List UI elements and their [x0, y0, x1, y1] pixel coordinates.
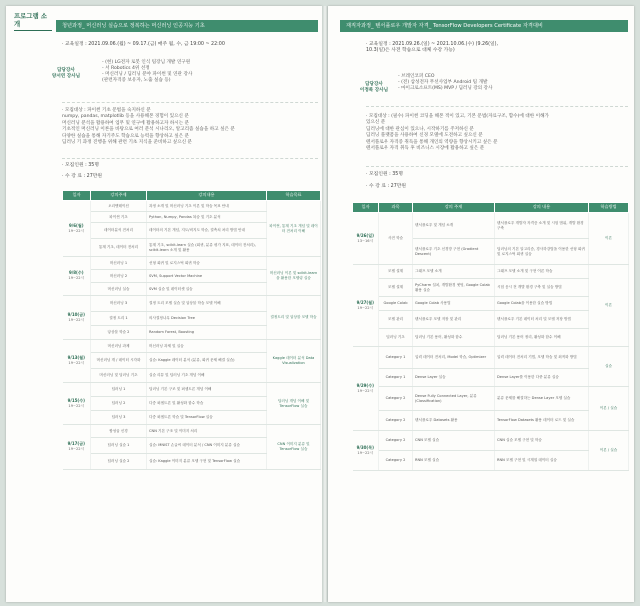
table-cell: SVM, Support Vector Machine — [147, 270, 267, 283]
divider — [366, 106, 628, 107]
method-cell: 이론 — [589, 265, 629, 347]
table-header: 과목 — [379, 203, 413, 213]
date-cell: 9/13(월) 19~22시 — [63, 340, 91, 383]
goal-cell: 파이썬, 통계 기초 개념 및 데이터 전처리 이해 — [267, 201, 321, 257]
subject-cell: Category 1 — [379, 369, 413, 387]
date-cell: 9/6(월) 19~22시 — [63, 201, 91, 257]
capacity: · 모집인원 : 35명 — [366, 172, 403, 177]
method-cell: 이론 / 실습 — [589, 387, 629, 431]
table-cell: 딥러닝 2 — [91, 397, 147, 411]
table-cell: CNN 모델 실습 — [413, 431, 495, 451]
instructor-label: 담당강사 이정록 강사님 — [359, 82, 389, 93]
table-cell: 시험 응시 전 개발 환경 구축 및 실습 방법 — [495, 279, 589, 297]
table-cell: RNN 모델 실습 — [413, 451, 495, 471]
subject-cell: Category 2 — [379, 431, 413, 451]
subject-cell: Category 2 — [379, 387, 413, 411]
subject-cell: 딥러닝 기초 — [379, 329, 413, 347]
fee: · 수 강 료 : 27만원 — [62, 174, 103, 179]
table-cell: 텐서플로우 Datasets 활용 — [413, 411, 495, 431]
section-tab: 프로그램 소개 — [14, 12, 52, 31]
course-title-bar: 청년과정_ 머신러닝 실습으로 정복하는 머신러닝 인공지능 기초 — [56, 20, 318, 32]
table-cell: 실습: Kaggle 이미지 분류 모델 구현 및 TensorFlow 실습 — [147, 454, 267, 470]
table-cell: PyCharm 설치, 개발환경 셋팅, Google Colab 활용 실습 — [413, 279, 495, 297]
table-cell: 분류 문제를 해결하는 Dense Layer 모델 실습 — [495, 387, 589, 411]
divider — [62, 158, 318, 159]
schedule-table — [62, 190, 321, 470]
table-cell: 선형 회귀 및 로지스틱 회귀 학습 — [147, 257, 267, 270]
table-cell: 결정 트리 1 — [91, 312, 147, 326]
subject-cell: 사전 학습 — [379, 213, 413, 265]
table-cell: 실습 리뷰 및 딥러닝 기초 개념 이해 — [147, 369, 267, 383]
left-page — [6, 6, 322, 602]
table-cell: 과정 소개 및 머신러닝 기초 이론 및 학습 목표 안내 — [147, 201, 267, 212]
table-header: 강의내용 — [147, 191, 267, 201]
instructor-bullets: - (현) LG전자 로봇 인식 팀장님 개발 연구원 - 서 Robotics 4위 선정 - 머신러닝 / 딥러닝 분야 파이썬 및 연관 강사 (관련자격증 보유자, 노출 실습 등) — [102, 60, 193, 83]
table-cell: 그래프 모델 소개 및 구현 이론 학습 — [495, 265, 589, 279]
table-cell: 딥러닝 1 — [91, 383, 147, 397]
date-cell: 9/15(수) 19~22시 — [63, 383, 91, 425]
table-cell: 합성곱 신경 — [91, 425, 147, 438]
table-cell: CNN 기본 구조 및 이미지 처리 — [147, 425, 267, 438]
table-cell: TensorFlow Datasets 활용 데이터 로드 및 실습 — [495, 411, 589, 431]
table-cell: 다층 퍼셉트론 및 활성화 함수 학습 — [147, 397, 267, 411]
table-header: 학습목표 — [267, 191, 321, 201]
table-cell: 오리엔테이션 — [91, 201, 147, 212]
instructor-bullets: - 브레인코퍼 CEO - (전) 삼성전자 무선사업부 Android 팀 개발 - 마이크로소프트(MS) MVP / 딥러닝 강의 강사 — [398, 74, 493, 91]
table-cell: 결정 트리 모델 실습 및 앙상블 학습 모델 이해 — [147, 296, 267, 312]
subject-cell: Google Colab — [379, 297, 413, 311]
subject-cell: Category 2 — [379, 411, 413, 431]
target-description: · 모집대상 : 파이썬 기초 문법을 숙지하신 분 numpy, pandas, matplotlib 등을 사용해본 경험이 있으신 분 머신러닝 분석을 활용하여 업무 및 연구에 활용하고자 하시는 분 기초적인 머신러닝 이론을 바탕으로 여러 분석 시나리오, 알고리즘 실습을 하고 싶은 분 다양한 실습을 통해 자기주도 학습으로 능력을 향상하고 싶은 분 딥러닝 기 과정 진행을 위해 관련 기초 지식을 준비하고 싶으신 분 — [62, 108, 235, 146]
table-header: 강의 내용 — [495, 203, 589, 213]
table-cell: 실습: MNIST 손글씨 데이터 분석 / CNN 이미지 분류 실습 — [147, 438, 267, 454]
goal-cell: 머신러닝 이론 및 scikit-learn을 활용한 모델링 실습 — [267, 257, 321, 296]
method-cell: 이론 — [589, 213, 629, 265]
table-cell: Dense Layer 실습 — [413, 369, 495, 387]
table-cell: Random Forest, Boosting — [147, 326, 267, 340]
divider — [62, 102, 318, 103]
table-cell: RNN 모델 구현 및 시계열 데이터 실습 — [495, 451, 589, 471]
table-cell: 머신러닝 과제 및 실습 — [147, 340, 267, 353]
date-cell: 9/29(수) 19~22시 — [353, 347, 379, 431]
instructor-label: 담당강사 양서연 강사님 — [51, 68, 81, 79]
date-cell: 9/30(목) 19~22시 — [353, 431, 379, 471]
goal-cell: Kaggle 데이터 분석 Data Visualization — [267, 340, 321, 383]
table-cell: Google Colab 사용법 — [413, 297, 495, 311]
table-header: 일자 — [63, 191, 91, 201]
method-cell: 실습 — [589, 347, 629, 387]
course-period: · 교육일정 : 2021.09.26.(일) ~ 2021.10.06.(수) (9.26(일), 10.3(일)은 사전 학습으로 대체 수강 가능) — [366, 42, 499, 54]
table-cell: 딥러닝 기본 구조 및 퍼셉트론 개념 이해 — [147, 383, 267, 397]
date-cell: 9/10(금) 19~22시 — [63, 296, 91, 340]
table-cell: 앙상블 학습 2 — [91, 326, 147, 340]
date-cell: 9/27(월) 19~22시 — [353, 265, 379, 347]
subject-cell: Category 1 — [379, 347, 413, 369]
table-cell: 딥러닝 기본 용어 정리, 활성화 함수 이해 — [495, 329, 589, 347]
table-cell: 데이터분석 전처리 — [91, 223, 147, 239]
table-cell: Python, Numpy, Pandas 복습 및 기초 분석 — [147, 212, 267, 223]
table-cell: 머신러닝 과제 — [91, 340, 147, 353]
table-cell: 통계 기초, scikit-learn 실습 (회귀, 분류 평가 지표, 데이터 전처리), scikit-learn 소개 및 활용 — [147, 239, 267, 257]
table-cell: 의사결정나무 Decision Tree — [147, 312, 267, 326]
table-cell: 다층 퍼셉트론 학습 및 TensorFlow 실습 — [147, 411, 267, 425]
goal-cell: CNN 이미지 분류 및 TensorFlow 실습 — [267, 425, 321, 470]
table-cell: 머신러닝 실습 — [91, 283, 147, 296]
table-cell: 입력 데이터 전처리, Model 학습, Optimizer — [413, 347, 495, 369]
method-cell: 이론 / 실습 — [589, 431, 629, 471]
right-page — [328, 6, 634, 602]
table-header: 일자 — [353, 203, 379, 213]
goal-cell: 딥러닝 개념 이해 및 TensorFlow 실습 — [267, 383, 321, 425]
table-header: 강의주제 — [91, 191, 147, 201]
table-header: 학습방법 — [589, 203, 629, 213]
table-cell: 텐서플로우 모델 저장 및 관리 — [413, 311, 495, 329]
table-cell: 머신러닝 1 — [91, 257, 147, 270]
table-cell: 딥러닝 기본 용어, 활성화 함수 — [413, 329, 495, 347]
date-cell: 9/17(금) 19~22시 — [63, 425, 91, 470]
schedule-table — [352, 202, 629, 471]
table-cell: 텐서플로우 기본 데이터 처리 및 모델 저장 방법 — [495, 311, 589, 329]
subject-cell: 모델 관리 — [379, 311, 413, 329]
table-cell: 파이썬 기초 — [91, 212, 147, 223]
table-header: 강의 주제 — [413, 203, 495, 213]
table-cell: Dense Layer를 이용한 다중 분류 실습 — [495, 369, 589, 387]
capacity: · 모집인원 : 35명 — [62, 163, 99, 168]
table-cell: 딥러닝의 기본 알고리즘, 경사하강법을 이용한 선형 회귀 및 로지스틱 회귀 실습 — [495, 239, 589, 265]
table-cell: 머신러닝 3 — [91, 296, 147, 312]
table-cell: 실습: Kaggle 데이터 분석 (분류, 회귀 문제 해결 실습) — [147, 353, 267, 369]
table-cell: 딥러닝 실습 1 — [91, 438, 147, 454]
table-cell: CNN 실습 모델 구현 및 학습 — [495, 431, 589, 451]
table-cell: 머신러닝 2 — [91, 270, 147, 283]
fee: · 수 강 료 : 27만원 — [366, 184, 407, 189]
table-cell: 머신러닝 개 / 데이터 시각화 — [91, 353, 147, 369]
table-cell: 그래프 모델 소개 — [413, 265, 495, 279]
table-cell: SVM 실습 및 데이터셋 실습 — [147, 283, 267, 296]
table-cell: 머신러닝 및 딥러닝 기초 — [91, 369, 147, 383]
subject-cell: Category 2 — [379, 451, 413, 471]
table-cell: 텐서플로우 개발자 자격증 소개 및 시험 범위, 개발 환경 구축 — [495, 213, 589, 239]
course-title-bar: 재직자과정_ 텐서플로우 개발자 자격_ TensorFlow Developers Certificate 자격대비 — [340, 20, 628, 32]
goal-cell: 결정트리 및 앙상블 모델 학습 — [267, 296, 321, 340]
subject-cell: 모델 설계 — [379, 279, 413, 297]
course-period: · 교육일정 : 2021.09.06.(월) ~ 09.17.(금) 매주 월, 수, 금 19:00 ~ 22:00 — [62, 42, 225, 47]
subject-cell: 모델 설계 — [379, 265, 413, 279]
table-cell: Dense Fully Connected Layer, 분류 (Classification) — [413, 387, 495, 411]
target-description: · 모집대상 : (필수) 파이썬 코딩을 해본 적이 있고, 기본 문법(자료구조, 함수)에 대한 이해가 있으신 분 딥러닝에 대한 관심이 있으나, 시작하기를 주저하신 분 딥러닝 플랫폼을 사용하여 신경 모델에 도전하고 싶으신 분 텐서플로우 자격증 취득을 통해 개인의 역량을 향상시키고 싶은 분 텐서플로우 자격 취득 후 비즈니스 시장에 활용하고 싶은 분 — [366, 114, 549, 152]
divider — [366, 166, 628, 167]
date-cell: 9/26(일) 13~16시 — [353, 213, 379, 265]
date-cell: 9/8(수) 19~22시 — [63, 257, 91, 296]
table-cell: 입력 데이터 전처리 기법, 모델 학습 및 최적화 방법 — [495, 347, 589, 369]
table-cell: 통계 기초, 데이터 전처리 — [91, 239, 147, 257]
table-cell: 딥러닝 실습 2 — [91, 454, 147, 470]
table-cell: 데이터의 기본 개념, 지도/비지도 학습, 결측치 처리 방법 안내 — [147, 223, 267, 239]
table-cell: Google Colab을 이용한 실습 방법 — [495, 297, 589, 311]
table-cell: 딥러닝 3 — [91, 411, 147, 425]
table-cell: 텐서플로우 기초 신경망 구현 (Gradient Descent) — [413, 239, 495, 265]
table-cell: 텐서플로우 및 개념 소개 — [413, 213, 495, 239]
